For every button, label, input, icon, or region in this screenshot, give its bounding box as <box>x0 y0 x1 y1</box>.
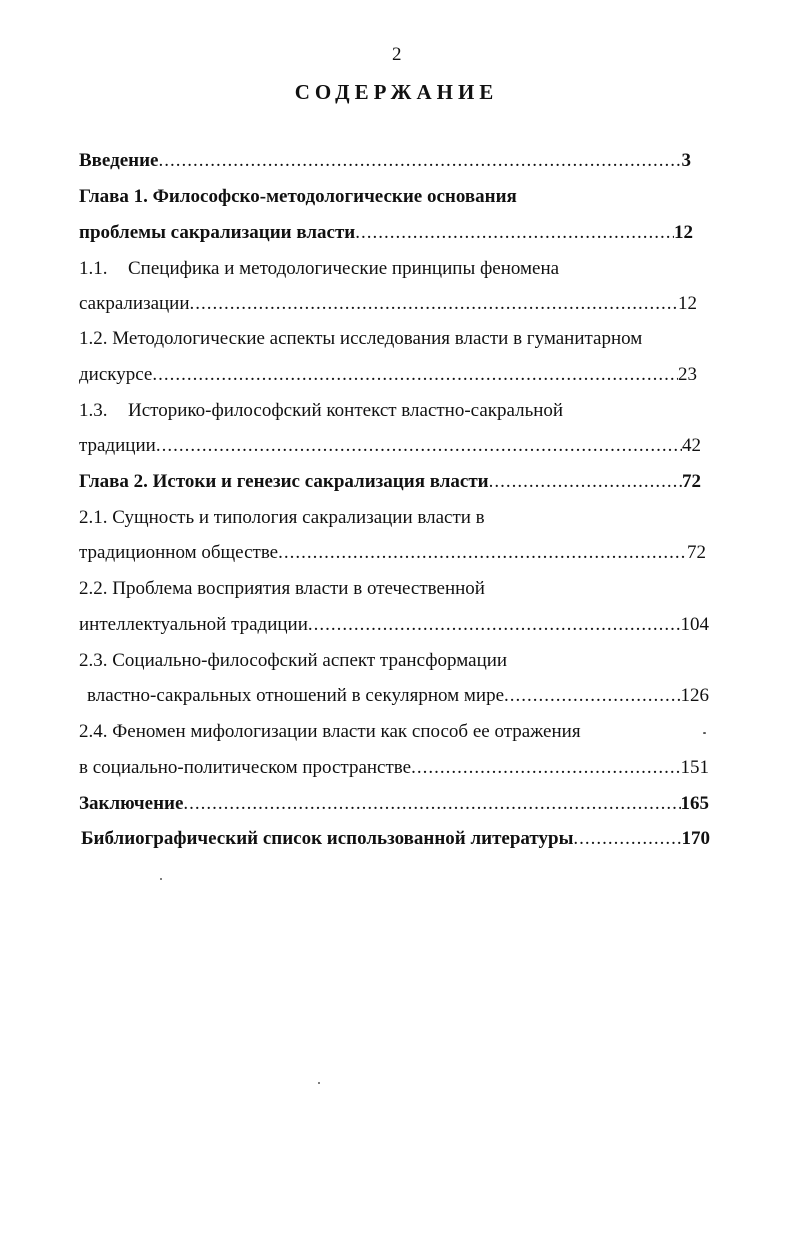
toc-label: Глава 2. Истоки и генезис сакрализация власти <box>79 471 489 492</box>
toc-label: Библиографический список использованной литературы <box>81 828 574 849</box>
page-number: 2 <box>392 44 402 65</box>
toc-page: 42 <box>682 435 701 456</box>
page-title: СОДЕРЖАНИЕ <box>294 80 499 104</box>
toc-section-2-3-title: 2.3. Социально-философский аспект трансформации <box>79 650 508 671</box>
toc-label: сакрализации <box>79 293 190 314</box>
toc-leader <box>504 684 680 708</box>
scan-speck <box>703 732 706 734</box>
toc-entry-intro <box>79 149 691 173</box>
toc-entry-section-2-4 <box>79 756 709 780</box>
toc-leader <box>190 292 678 316</box>
toc-page: 104 <box>680 614 709 635</box>
toc-entry-bibliography <box>81 827 710 851</box>
toc-section-1-2-title: 1.2. Методологические аспекты исследования власти в гуманитарном <box>79 328 643 349</box>
toc-section-1-1-title: 1.1. Специфика и методологические принципы феномена <box>79 258 560 279</box>
toc-leader <box>411 756 680 780</box>
toc-leader <box>308 613 681 637</box>
toc-page: 3 <box>681 150 691 171</box>
toc-entry-section-2-1 <box>79 541 706 565</box>
toc-page: 170 <box>681 828 710 849</box>
toc-label: традиционном обществе <box>79 542 279 563</box>
toc-entry-section-2-3 <box>87 684 709 708</box>
toc-label: традиции <box>79 435 156 456</box>
toc-label: властно-сакральных отношений в секулярном мире <box>87 685 505 706</box>
toc-page: 12 <box>674 222 693 243</box>
scan-speck <box>318 1082 320 1084</box>
toc-page: 151 <box>680 757 709 778</box>
toc-section-2-4-title: 2.4. Феномен мифологизации власти как способ ее отражения <box>79 721 581 742</box>
toc-leader <box>278 541 687 565</box>
toc-entry-section-1-2 <box>79 363 697 387</box>
toc-chapter-1-title: Глава 1. Философско-методологические основания <box>79 186 517 207</box>
toc-label: проблемы сакрализации власти <box>79 222 356 243</box>
toc-leader <box>355 221 674 245</box>
toc-page: 72 <box>687 542 706 563</box>
toc-entry-chapter-2 <box>79 470 701 494</box>
toc-leader <box>156 434 682 458</box>
toc-section-1-3-title: 1.3. Историко-философский контекст властно-сакральной <box>79 400 564 421</box>
toc-page: 165 <box>680 793 709 814</box>
toc-leader <box>152 363 678 387</box>
toc-entry-chapter-1 <box>79 221 693 245</box>
toc-section-2-1-title: 2.1. Сущность и типология сакрализации власти в <box>79 507 485 528</box>
toc-page: 72 <box>682 471 701 492</box>
toc-page: 12 <box>678 293 697 314</box>
toc-label: Заключение <box>79 793 184 814</box>
toc-entry-section-1-1 <box>79 292 697 316</box>
toc-leader <box>489 470 682 494</box>
toc-page: 23 <box>678 364 697 385</box>
toc-entry-conclusion <box>79 792 709 816</box>
toc-leader <box>159 149 682 173</box>
scan-speck <box>160 878 162 880</box>
toc-label: интеллектуальной традиции <box>79 614 308 635</box>
toc-entry-section-1-3 <box>79 434 701 458</box>
toc-leader <box>573 827 681 851</box>
toc-page: 126 <box>680 685 709 706</box>
toc-section-2-2-title: 2.2. Проблема восприятия власти в отечественной <box>79 578 485 599</box>
toc-label: дискурсе <box>79 364 153 385</box>
toc-entry-section-2-2 <box>79 613 709 637</box>
toc-leader <box>183 792 680 816</box>
toc-label: в социально-политическом пространстве <box>79 757 412 778</box>
toc-label: Введение <box>79 150 159 171</box>
